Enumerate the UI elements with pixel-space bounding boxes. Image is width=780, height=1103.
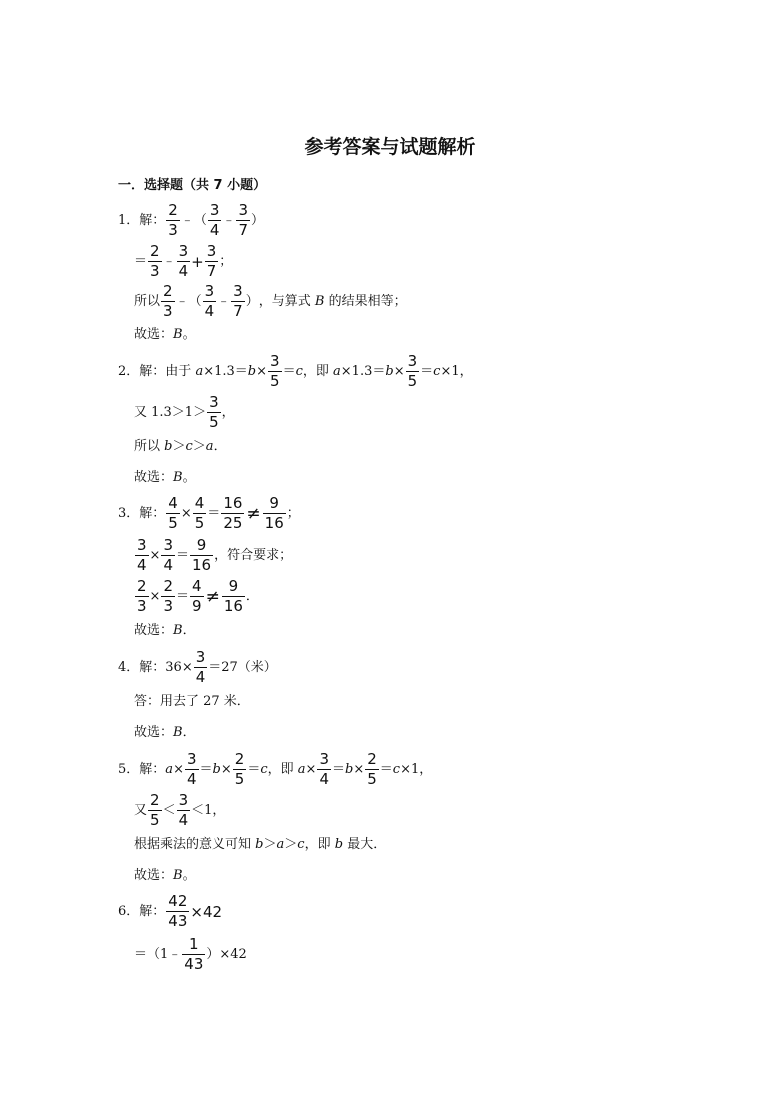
p5-line-3 (134, 837, 386, 853)
math-text: 解： (139, 761, 166, 777)
fraction (233, 751, 247, 788)
math-text: ＞ (263, 837, 277, 852)
fraction (161, 537, 175, 574)
math-text: × (393, 363, 405, 379)
fraction (221, 495, 244, 532)
numerator: 4 (168, 494, 178, 512)
numerator: 16 (223, 494, 243, 512)
numerator: 3 (238, 201, 248, 219)
numerator: 3 (319, 750, 329, 768)
numerator: 3 (270, 352, 280, 370)
p5-line-1 (118, 751, 432, 788)
math-variable: a (195, 363, 204, 379)
math-variable: B (314, 293, 325, 309)
numerator: 3 (186, 750, 197, 768)
math-text: ≠ (205, 586, 220, 607)
math-text: 故选： (134, 623, 174, 638)
fraction (190, 578, 204, 615)
p4-answer (134, 725, 196, 741)
denominator: 3 (168, 221, 178, 239)
math-variable: c (297, 837, 305, 852)
p4-number: 4． (118, 659, 140, 675)
math-variable: a (297, 761, 306, 777)
fraction (365, 751, 379, 788)
denominator: 3 (137, 597, 147, 615)
math-text: 故选： (134, 725, 174, 740)
math-text: ＝（1﹣ (134, 946, 182, 962)
math-text: ×1， (440, 363, 473, 379)
math-variable: a (165, 761, 174, 777)
math-text: ﹣ (162, 253, 176, 269)
numerator: 2 (163, 577, 173, 595)
math-text: ×1.3＝ (340, 363, 386, 379)
math-text: ＝ (247, 761, 261, 777)
math-text: 最大． (347, 837, 387, 852)
math-text: ，即 (304, 837, 331, 852)
fraction (182, 936, 205, 973)
numerator: 9 (196, 536, 207, 554)
fraction (207, 394, 221, 431)
math-variable: B (173, 327, 183, 342)
fraction (148, 243, 162, 280)
fraction (177, 243, 191, 280)
p3-number: 3． (118, 505, 140, 521)
numerator: 3 (178, 791, 189, 809)
numerator: 2 (367, 750, 377, 768)
p2-line-3 (134, 439, 227, 455)
math-text: ， (221, 404, 235, 420)
p6-line-1 (118, 893, 222, 930)
math-variable: B (173, 725, 183, 740)
math-text: ） (250, 212, 264, 228)
denominator: 3 (163, 597, 173, 615)
math-text: （ (188, 293, 202, 309)
numerator: 4 (192, 577, 202, 595)
math-text: × (173, 761, 184, 777)
math-text: ﹣ (180, 212, 194, 228)
math-variable: b (334, 837, 344, 852)
math-variable: a (333, 363, 341, 379)
fraction (263, 495, 286, 532)
numerator: 9 (228, 577, 239, 595)
denominator: 4 (163, 556, 173, 574)
math-text: 故选： (134, 327, 174, 342)
math-variable: b (255, 837, 264, 852)
fraction (205, 243, 219, 280)
denominator: 4 (178, 262, 189, 280)
numerator: 3 (178, 242, 189, 260)
math-text: （ (193, 212, 207, 228)
math-text: ﹣ (222, 212, 236, 228)
math-text: ＞ (192, 439, 206, 454)
math-text: ＞ (172, 439, 186, 454)
fraction (161, 578, 175, 615)
p3-answer (134, 623, 196, 639)
denominator: 5 (407, 372, 418, 390)
math-variable: a (205, 439, 214, 454)
math-variable: b (164, 439, 173, 454)
fraction (203, 283, 217, 320)
p1-line-1 (118, 202, 264, 239)
denominator: 5 (270, 372, 280, 390)
numerator: 2 (150, 242, 160, 260)
math-text: 解： (139, 212, 166, 228)
denominator: 4 (209, 221, 220, 239)
denominator: 7 (206, 262, 217, 280)
denominator: 4 (195, 668, 206, 686)
denominator: 43 (168, 912, 188, 930)
denominator: 4 (137, 556, 147, 574)
math-text: ﹣ (175, 293, 189, 309)
fraction (135, 578, 149, 615)
denominator: 4 (186, 770, 197, 788)
denominator: 9 (192, 597, 202, 615)
denominator: 5 (150, 811, 160, 829)
denominator: 16 (223, 597, 243, 615)
math-text: × (305, 761, 317, 777)
denominator: 43 (184, 955, 204, 973)
p4-line-1 (118, 649, 277, 686)
math-text: 解：由于 (139, 363, 192, 379)
math-text: ×1.3＝ (203, 363, 248, 379)
p3-line-1 (118, 495, 300, 532)
p6-number: 6． (118, 903, 140, 919)
p5-number: 5． (118, 761, 140, 777)
page-title: 参考答案与试题解析 (304, 136, 476, 158)
math-text: ＞ (284, 837, 298, 852)
math-text: × (353, 761, 365, 777)
denominator: 3 (150, 262, 160, 280)
math-variable: b (345, 761, 354, 777)
math-text: ＝ (176, 547, 190, 563)
math-text: ＝27（米） (208, 659, 277, 675)
fraction (231, 283, 245, 320)
denominator: 5 (234, 770, 245, 788)
fraction (208, 202, 222, 239)
math-text: ＝ (134, 253, 148, 269)
math-text: × (180, 505, 192, 521)
fraction (185, 751, 199, 788)
p5-line-2 (134, 792, 225, 829)
math-text: ×42 (190, 902, 223, 921)
math-variable: c (295, 363, 303, 379)
math-text: ，符合要求； (214, 547, 293, 563)
fraction (166, 495, 180, 532)
math-text: 又 (134, 802, 148, 818)
numerator: 1 (189, 935, 199, 953)
math-text: ×1， (400, 761, 433, 777)
denominator: 16 (192, 556, 212, 574)
fraction (190, 537, 213, 574)
p2-line-1 (118, 353, 473, 390)
fraction (148, 792, 162, 829)
math-text: ＝ (176, 588, 190, 604)
math-text: ＝ (379, 761, 393, 777)
math-text: 解： (139, 903, 166, 919)
numerator: 42 (168, 892, 188, 910)
math-text: × (220, 761, 232, 777)
p5-answer (134, 868, 196, 884)
numerator: 2 (150, 791, 160, 809)
numerator: 3 (204, 282, 215, 300)
math-variable: c (185, 439, 193, 454)
math-text: 。 (182, 470, 196, 485)
fraction (161, 283, 175, 320)
math-text: ＝ (207, 505, 221, 521)
numerator: 2 (234, 750, 245, 768)
fraction (317, 751, 331, 788)
math-variable: b (212, 761, 221, 777)
numerator: 3 (195, 648, 206, 666)
p6-line-2 (134, 936, 247, 973)
numerator: 3 (209, 393, 219, 411)
math-text: 解： (139, 505, 166, 521)
denominator: 7 (238, 221, 248, 239)
numerator: 3 (407, 352, 418, 370)
denominator: 3 (163, 302, 173, 320)
section-heading: 一．选择题（共 7 小题） (118, 178, 267, 193)
math-text: ． (182, 725, 196, 740)
math-text: ＜ (162, 802, 176, 818)
fraction (236, 202, 250, 239)
p1-answer (134, 327, 196, 343)
numerator: 3 (137, 536, 147, 554)
fraction (166, 202, 180, 239)
numerator: 3 (163, 536, 173, 554)
fraction (193, 495, 207, 532)
numerator: 2 (163, 282, 173, 300)
p1-number: 1． (118, 212, 140, 228)
math-variable: c (392, 761, 401, 777)
fraction (177, 792, 191, 829)
denominator: 16 (264, 514, 284, 532)
numerator: 2 (137, 577, 147, 595)
math-text: ； (219, 253, 233, 269)
denominator: 5 (168, 514, 178, 532)
math-variable: c (260, 761, 268, 777)
math-text: ＝ (282, 363, 296, 379)
math-text: ≠ (246, 503, 261, 524)
fraction (166, 893, 189, 930)
p2-line-2 (134, 394, 235, 431)
math-text: ，与算式 (258, 293, 311, 309)
denominator: 5 (209, 413, 219, 431)
fraction (222, 578, 245, 615)
math-text: ． (245, 588, 259, 604)
math-text: 解：36× (139, 659, 193, 675)
math-text: ） (245, 293, 259, 309)
p1-line-2 (134, 243, 232, 280)
math-text: ，即 (302, 363, 329, 379)
math-text: ，即 (267, 761, 294, 777)
math-text: ﹣ (217, 293, 231, 309)
math-text: + (191, 252, 204, 271)
math-text: ． (213, 439, 227, 454)
denominator: 5 (194, 514, 205, 532)
fraction (268, 353, 282, 390)
p2-number: 2． (118, 363, 140, 379)
math-text: 又 1.3＞1＞ (134, 404, 207, 420)
p4-line-2 (134, 694, 250, 710)
denominator: 5 (367, 770, 377, 788)
math-variable: b (247, 363, 257, 379)
math-text: × (149, 588, 161, 604)
math-variable: B (173, 623, 183, 638)
math-variable: b (385, 363, 394, 379)
fraction (194, 649, 208, 686)
math-text: ＝ (331, 761, 345, 777)
numerator: 9 (269, 494, 279, 512)
p3-line-3 (134, 578, 259, 615)
p1-line-3 (134, 283, 407, 320)
denominator: 4 (204, 302, 215, 320)
math-text: 故选： (134, 470, 174, 485)
math-text: 。 (182, 868, 196, 883)
denominator: 25 (223, 514, 243, 532)
math-text: 故选： (134, 868, 174, 883)
fraction (135, 537, 149, 574)
numerator: 4 (194, 494, 205, 512)
math-variable: c (433, 363, 441, 379)
math-text: 的结果相等； (328, 293, 407, 309)
p2-answer (134, 470, 196, 486)
numerator: 3 (233, 282, 243, 300)
math-text: ． (182, 623, 196, 638)
numerator: 3 (206, 242, 217, 260)
fraction (406, 353, 420, 390)
math-variable: B (173, 868, 183, 883)
math-variable: a (276, 837, 285, 852)
denominator: 7 (233, 302, 243, 320)
math-text: × (256, 363, 268, 379)
denominator: 4 (178, 811, 189, 829)
math-text: 所以 (134, 439, 161, 454)
math-text: ＝ (420, 363, 434, 379)
math-variable: B (173, 470, 183, 485)
math-text: ＜1， (191, 802, 226, 818)
math-text: ）×42 (206, 946, 247, 962)
math-text: 所以 (134, 293, 161, 309)
numerator: 2 (168, 201, 178, 219)
math-text: ＝ (199, 761, 213, 777)
denominator: 4 (319, 770, 329, 788)
math-text: 根据乘法的意义可知 (134, 837, 252, 852)
numerator: 3 (209, 201, 220, 219)
math-text: 答：用去了 27 米． (134, 694, 250, 709)
math-text: 。 (182, 327, 196, 342)
math-text: ； (286, 505, 300, 521)
p3-line-2 (134, 537, 292, 574)
math-text: × (149, 547, 161, 563)
